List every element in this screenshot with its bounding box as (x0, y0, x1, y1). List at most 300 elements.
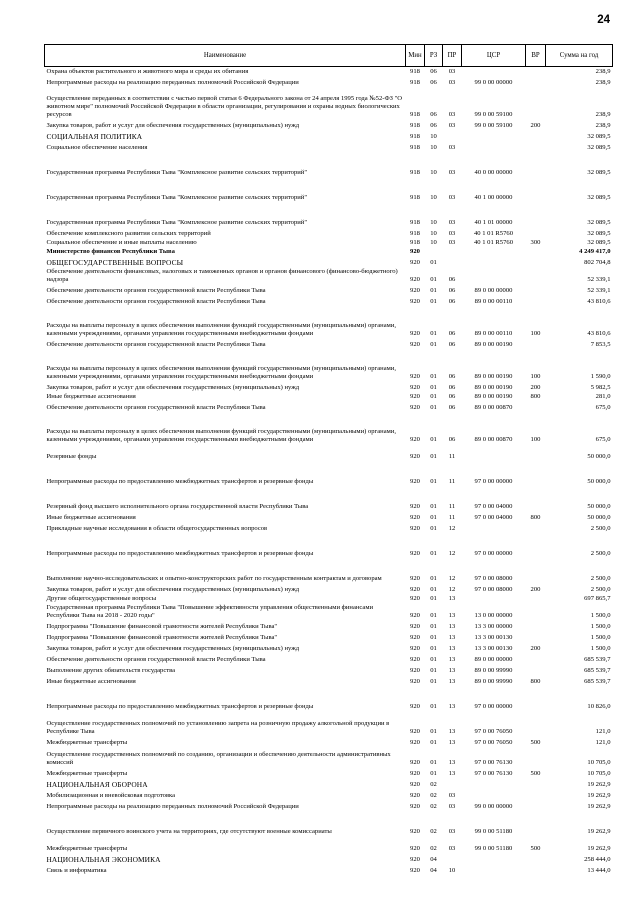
row-min: 920 (410, 514, 420, 521)
row-vr (526, 853, 546, 864)
row-name: Социальное обеспечение и иные выплаты населению (46, 239, 197, 246)
row-min: 918 (410, 194, 420, 201)
row-csr: 89 0 00 99990 (474, 667, 513, 674)
row-csr: 89 0 00 00000 (474, 287, 513, 294)
table-row (45, 444, 613, 461)
row-pr: 11 (448, 478, 456, 485)
row-min: 920 (410, 393, 420, 400)
row-sum: 32 089,5 (587, 219, 611, 226)
row-name: Обеспечение комплексного развития сельских территорий (46, 230, 211, 237)
row-csr: 97 0 00 00000 (474, 550, 513, 557)
row-pr: 13 (448, 770, 456, 777)
row-vr: 800 (530, 514, 541, 521)
table-row (45, 664, 613, 675)
table-row (45, 653, 613, 664)
table-row (45, 67, 613, 77)
row-name: Социальное обеспечение населения (46, 144, 148, 151)
row-min: 920 (410, 478, 420, 485)
row-min: 918 (410, 79, 420, 86)
row-csr: 40 0 00 00000 (474, 169, 513, 176)
row-vr (526, 227, 546, 238)
row-sum: 281,0 (595, 393, 611, 400)
table-row (45, 401, 613, 412)
row-name: Иные бюджетные ассигнования (46, 393, 136, 400)
row-name: Обеспечение деятельности органов государственной власти Республики Тыва (46, 341, 266, 348)
row-csr: 89 0 00 00190 (474, 384, 513, 391)
row-vr (526, 486, 546, 511)
row-min: 920 (410, 586, 420, 593)
row-min: 920 (410, 341, 420, 348)
table-row (45, 686, 613, 711)
row-csr: 89 0 00 99990 (474, 678, 513, 685)
row-pr: 03 (448, 828, 456, 835)
row-name: Межбюджетные трансферты (46, 770, 128, 777)
row-pr: 03 (448, 239, 456, 246)
row-vr (526, 338, 546, 349)
row-sum: 32 089,5 (587, 239, 611, 246)
row-csr: 40 1 01 R5760 (473, 239, 513, 246)
row-vr (526, 664, 546, 675)
row-csr (462, 267, 526, 284)
row-rz: 02 (430, 803, 437, 810)
row-sum: 675,0 (595, 436, 611, 443)
row-rz: 10 (430, 144, 437, 151)
row-sum: 10 705,0 (587, 770, 611, 777)
header-vr: ВР (526, 45, 546, 67)
row-min: 918 (410, 133, 420, 140)
row-name: Иные бюджетные ассигнования (46, 678, 136, 685)
row-sum: 1 500,0 (590, 612, 611, 619)
row-csr (462, 864, 526, 875)
row-name: Закупка товаров, работ и услуг для обеспечения государственных (муниципальных) нужд (46, 384, 300, 391)
row-vr (526, 152, 546, 177)
row-sum: 685 539,7 (584, 678, 611, 685)
row-rz (425, 247, 443, 256)
row-csr (462, 789, 526, 800)
row-pr (443, 247, 462, 256)
row-sum: 238,9 (595, 111, 611, 118)
row-rz: 01 (430, 667, 437, 674)
row-name: Непрограммные расходы по предоставлению межбюджетных трансфертов и резервные фонды (46, 703, 314, 710)
row-pr: 03 (448, 169, 456, 176)
row-sum: 50 000,0 (587, 478, 611, 485)
row-vr (526, 401, 546, 412)
row-name: Выполнение научно-исследовательских и опытно-конструкторских работ по государственным контрактам и договорам (46, 575, 382, 582)
row-vr (526, 76, 546, 87)
row-vr (526, 141, 546, 152)
row-vr (526, 603, 546, 620)
row-name: СОЦИАЛЬНАЯ ПОЛИТИКА (46, 132, 143, 141)
row-rz: 02 (430, 845, 437, 852)
row-vr (526, 558, 546, 583)
row-csr: 97 0 00 76130 (474, 770, 513, 777)
table-row (45, 256, 613, 267)
row-min: 920 (410, 759, 420, 766)
row-sum: 52 339,1 (587, 276, 611, 283)
row-sum: 238,9 (595, 79, 611, 86)
row-csr: 89 0 00 00870 (474, 404, 513, 411)
row-vr (526, 789, 546, 800)
row-csr (462, 778, 526, 789)
header-pr: ПР (443, 45, 462, 67)
row-csr: 97 0 00 04000 (474, 503, 513, 510)
row-vr: 500 (530, 770, 541, 777)
row-name: Осуществление переданных в соответствии с частью первой статьи 6 Федерального закона от 24 апреля 1995 года №52-ФЗ "О животном мире" полномочий Российской Федерации в области организации, регулирования и охраны водных биологических ресурсов (46, 95, 403, 118)
row-rz: 01 (430, 728, 437, 735)
row-rz: 01 (430, 393, 437, 400)
table-row (45, 620, 613, 631)
row-name: Обеспечение деятельности органов государственной власти Республики Тыва (46, 287, 266, 294)
row-vr: 200 (530, 122, 541, 129)
row-vr (526, 711, 546, 736)
row-name: Государственная программа Республики Тыва "Комплексное развитие сельских территорий" (46, 219, 308, 226)
row-name: Государственная программа Республики Тыва "Комплексное развитие сельских территорий" (46, 169, 308, 176)
row-name: Обеспечение деятельности органов государственной власти Республики Тыва (46, 404, 266, 411)
row-pr: 10 (448, 867, 456, 874)
row-vr (526, 811, 546, 836)
row-min: 920 (410, 525, 420, 532)
row-rz: 01 (430, 623, 437, 630)
row-csr: 89 0 00 00110 (474, 330, 513, 337)
row-min: 920 (410, 645, 420, 652)
table-row (45, 87, 613, 119)
row-vr (526, 202, 546, 227)
header-min: Мин (406, 45, 425, 67)
row-csr: 13 3 00 00130 (474, 634, 513, 641)
table-row (45, 247, 613, 256)
row-rz: 01 (430, 656, 437, 663)
row-pr: 13 (448, 667, 456, 674)
row-min: 920 (410, 575, 420, 582)
row-pr: 13 (448, 728, 456, 735)
table-row (45, 295, 613, 306)
row-vr (526, 130, 546, 141)
table-row (45, 412, 613, 444)
row-vr (526, 653, 546, 664)
table-row (45, 747, 613, 767)
row-name: Непрограммные расходы по предоставлению межбюджетных трансфертов и резервные фонды (46, 478, 314, 485)
row-rz: 01 (430, 575, 437, 582)
row-pr (443, 853, 462, 864)
row-vr (526, 67, 546, 77)
row-rz: 01 (430, 595, 437, 602)
row-vr: 500 (530, 739, 541, 746)
row-rz: 01 (430, 259, 437, 266)
row-vr (526, 444, 546, 461)
row-csr (462, 853, 526, 864)
row-pr: 12 (448, 550, 456, 557)
row-sum: 121,0 (595, 739, 611, 746)
row-csr (462, 141, 526, 152)
row-min: 920 (410, 634, 420, 641)
row-name: Непрограммные расходы на реализацию переданных полномочий Российской Федерации (46, 803, 299, 810)
row-pr: 03 (448, 144, 456, 151)
row-sum: 4 249 417,0 (579, 248, 611, 255)
page-number: 24 (597, 14, 610, 26)
row-pr (443, 778, 462, 789)
row-name: Резервные фонды (46, 453, 97, 460)
table-row (45, 736, 613, 747)
row-vr (526, 747, 546, 767)
row-pr: 03 (448, 79, 456, 86)
row-name: Расходы на выплаты персоналу в целях обеспечения выполнения функций государственными (муниципальными) органами, казенными учреждениями, органами управления государственными внебюджетными фондами (46, 428, 396, 443)
row-pr: 11 (448, 503, 456, 510)
table-row (45, 152, 613, 177)
row-vr: 800 (530, 678, 541, 685)
table-row (45, 522, 613, 533)
table-row (45, 675, 613, 686)
table-row (45, 227, 613, 238)
table-row (45, 558, 613, 583)
row-pr (443, 130, 462, 141)
row-min: 918 (410, 122, 420, 129)
row-min: 920 (410, 404, 420, 411)
row-min: 918 (410, 169, 420, 176)
row-sum: 2 500,0 (590, 525, 611, 532)
row-sum: 50 000,0 (587, 453, 611, 460)
table-row (45, 306, 613, 338)
row-csr: 97 0 00 00000 (474, 478, 513, 485)
row-name: Закупка товаров, работ и услуг для обеспечения государственных (муниципальных) нужд (46, 645, 300, 652)
row-pr: 12 (448, 575, 456, 582)
table-row (45, 711, 613, 736)
row-rz: 10 (430, 194, 437, 201)
row-min: 920 (410, 373, 420, 380)
row-pr: 13 (448, 634, 456, 641)
row-rz: 01 (430, 759, 437, 766)
row-sum: 50 000,0 (587, 514, 611, 521)
row-rz: 10 (430, 169, 437, 176)
row-min: 920 (410, 248, 420, 255)
row-min: 920 (410, 667, 420, 674)
row-sum: 697 865,7 (584, 595, 611, 602)
row-csr: 13 0 00 00000 (474, 612, 513, 619)
row-rz: 01 (430, 298, 437, 305)
header-rz: РЗ (425, 45, 443, 67)
row-vr (526, 594, 546, 603)
row-pr: 03 (448, 68, 456, 75)
row-name: Закупка товаров, работ и услуг для обеспечения государственных (муниципальных) нужд (46, 122, 300, 129)
table-row (45, 76, 613, 87)
row-pr: 06 (448, 341, 456, 348)
row-csr (462, 67, 526, 77)
row-vr: 200 (530, 384, 541, 391)
row-name: Подпрограмма "Повышение финансовой грамотности жителей Республики Тыва" (46, 634, 278, 641)
table-row (45, 836, 613, 853)
row-csr (462, 256, 526, 267)
row-pr: 03 (448, 803, 456, 810)
table-row (45, 119, 613, 130)
row-rz: 01 (430, 514, 437, 521)
row-csr: 99 0 00 59100 (474, 111, 513, 118)
row-rz: 10 (430, 239, 437, 246)
row-rz: 01 (430, 645, 437, 652)
table-row (45, 486, 613, 511)
row-min: 920 (410, 550, 420, 557)
row-min: 920 (410, 595, 420, 602)
row-csr: 89 0 00 00110 (474, 298, 513, 305)
row-name: Обеспечение деятельности органов государственной власти Республики Тыва (46, 298, 266, 305)
row-rz: 10 (430, 219, 437, 226)
row-vr (526, 284, 546, 295)
row-csr (462, 130, 526, 141)
row-rz: 01 (430, 503, 437, 510)
row-name: Государственная программа Республики Тыва "Повышение эффективности управления общественными финансами Республики Тыва на 2018 - 2020 годы" (46, 604, 374, 619)
row-min: 920 (410, 276, 420, 283)
row-rz: 01 (430, 525, 437, 532)
row-pr: 13 (448, 623, 456, 630)
row-csr: 89 0 00 00190 (474, 393, 513, 400)
table-row (45, 130, 613, 141)
row-sum: 1 590,0 (590, 373, 611, 380)
row-name: Государственная программа Республики Тыва "Комплексное развитие сельских территорий" (46, 194, 308, 201)
table-row (45, 800, 613, 811)
row-csr: 97 0 00 08000 (474, 586, 513, 593)
row-min: 920 (410, 703, 420, 710)
row-min: 918 (410, 111, 420, 118)
row-csr: 97 0 00 04000 (474, 514, 513, 521)
row-sum: 19 262,9 (587, 803, 611, 810)
row-name: Прикладные научные исследования в области общегосударственных вопросов (46, 525, 268, 532)
table-row (45, 202, 613, 227)
row-vr: 100 (530, 373, 541, 380)
row-rz: 10 (430, 230, 437, 237)
row-vr (526, 267, 546, 284)
row-vr (526, 522, 546, 533)
row-pr: 03 (448, 111, 456, 118)
row-min: 920 (410, 612, 420, 619)
table-row (45, 177, 613, 202)
row-rz: 06 (430, 68, 437, 75)
table-row (45, 853, 613, 864)
row-csr: 97 0 00 76050 (474, 728, 513, 735)
row-name: ОБЩЕГОСУДАРСТВЕННЫЕ ВОПРОСЫ (46, 258, 184, 267)
row-min: 920 (410, 503, 420, 510)
row-pr: 13 (448, 759, 456, 766)
row-vr (526, 295, 546, 306)
row-min: 918 (410, 239, 420, 246)
row-sum: 32 089,5 (587, 144, 611, 151)
row-csr: 40 1 01 00000 (474, 219, 513, 226)
row-sum: 19 262,9 (587, 845, 611, 852)
row-vr (526, 247, 546, 256)
row-min: 920 (410, 867, 420, 874)
row-min: 920 (410, 259, 420, 266)
row-min: 920 (410, 792, 420, 799)
table-row (45, 631, 613, 642)
row-vr: 100 (530, 330, 541, 337)
row-pr: 06 (448, 393, 456, 400)
row-rz: 01 (430, 436, 437, 443)
row-csr: 99 0 00 59100 (474, 122, 513, 129)
row-sum: 5 982,5 (590, 384, 611, 391)
row-vr (526, 800, 546, 811)
row-min: 920 (410, 781, 420, 788)
row-sum: 258 444,0 (584, 856, 611, 863)
row-rz: 01 (430, 770, 437, 777)
table-row (45, 461, 613, 486)
row-vr (526, 461, 546, 486)
row-pr: 03 (448, 194, 456, 201)
row-name: Иные бюджетные ассигнования (46, 514, 136, 521)
row-rz: 02 (430, 792, 437, 799)
table-row (45, 767, 613, 778)
row-name: Связь и информатика (46, 867, 107, 874)
row-min: 920 (410, 656, 420, 663)
row-sum: 52 339,1 (587, 287, 611, 294)
row-sum: 10 705,0 (587, 759, 611, 766)
row-vr: 100 (530, 436, 541, 443)
row-sum: 238,9 (595, 122, 611, 129)
row-rz: 01 (430, 478, 437, 485)
row-pr: 11 (448, 514, 456, 521)
row-csr: 89 0 00 00000 (474, 656, 513, 663)
table-row (45, 583, 613, 594)
row-name: Осуществление государственных полномочий по установлению запрета на розничную продажу алкогольной продукции в Республике Тыва (46, 720, 390, 735)
row-name: Министерство финансов Республики Тыва (46, 248, 175, 255)
row-sum: 32 089,5 (587, 230, 611, 237)
row-vr (526, 533, 546, 558)
row-sum: 50 000,0 (587, 503, 611, 510)
row-name: Осуществление первичного воинского учета на территориях, где отсутствуют военные комиссариаты (46, 828, 332, 835)
row-vr (526, 177, 546, 202)
table-row (45, 511, 613, 522)
row-vr: 200 (530, 586, 541, 593)
table-row (45, 778, 613, 789)
table-row (45, 284, 613, 295)
row-min: 920 (410, 453, 420, 460)
header-csr: ЦСР (462, 45, 526, 67)
row-pr: 13 (448, 656, 456, 663)
row-csr: 99 0 00 51180 (474, 828, 513, 835)
row-name: Осуществление государственных полномочий по созданию, организации и обеспечению деятельности административных комиссий (46, 751, 391, 766)
row-min: 918 (410, 68, 420, 75)
row-min: 920 (410, 287, 420, 294)
row-sum: 32 089,5 (587, 194, 611, 201)
row-pr: 13 (448, 645, 456, 652)
row-min: 920 (410, 856, 420, 863)
row-min: 920 (410, 803, 420, 810)
table-body (45, 67, 613, 876)
row-pr: 13 (448, 612, 456, 619)
row-pr: 03 (448, 219, 456, 226)
row-sum: 2 500,0 (590, 550, 611, 557)
table-row (45, 349, 613, 381)
row-sum: 32 089,5 (587, 133, 611, 140)
row-sum: 19 262,9 (587, 792, 611, 799)
row-sum: 13 444,0 (587, 867, 611, 874)
row-name: Расходы на выплаты персоналу в целях обеспечения выполнения функций государственными (муниципальными) органами, казенными учреждениями, органами управления государственными внебюджетными фондами (46, 365, 396, 380)
row-pr: 06 (448, 330, 456, 337)
row-csr: 89 0 00 00190 (474, 341, 513, 348)
row-min: 920 (410, 330, 420, 337)
row-sum: 685 539,7 (584, 667, 611, 674)
row-name: Резервный фонд высшего исполнительного органа государственной власти Республики Тыва (46, 503, 309, 510)
row-pr: 06 (448, 404, 456, 411)
row-min: 920 (410, 623, 420, 630)
row-sum: 43 810,6 (587, 298, 611, 305)
row-sum: 802 704,8 (584, 259, 611, 266)
row-sum: 43 810,6 (587, 330, 611, 337)
row-rz: 01 (430, 550, 437, 557)
row-min: 918 (410, 219, 420, 226)
row-rz: 01 (430, 634, 437, 641)
row-vr: 300 (530, 239, 541, 246)
row-name: Расходы на выплаты персоналу в целях обеспечения выполнения функций государственными (муниципальными) органами, казенными учреждениями, органами управления государственными внебюджетными фондами (46, 322, 396, 337)
row-csr: 97 0 00 00000 (474, 703, 513, 710)
row-name: Непрограммные расходы по предоставлению межбюджетных трансфертов и резервные фонды (46, 550, 314, 557)
row-sum: 685 539,7 (584, 656, 611, 663)
